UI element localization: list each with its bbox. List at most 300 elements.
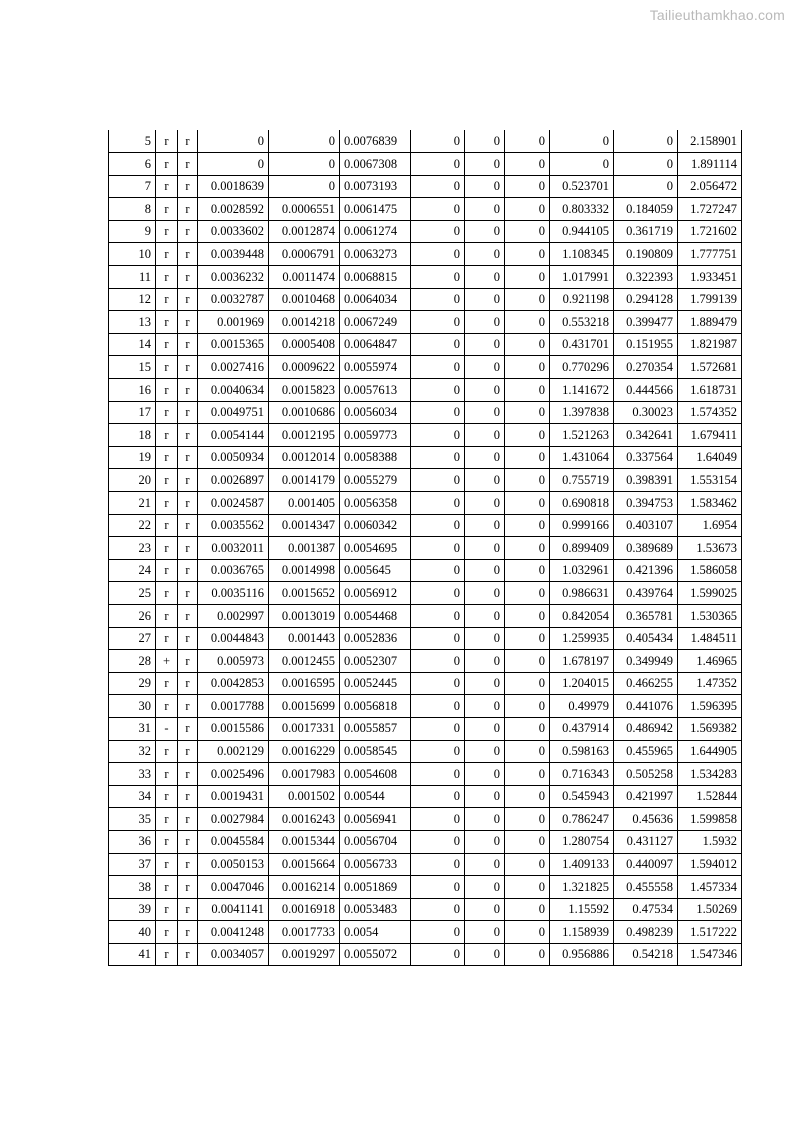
- cell-value-7: 1.141672: [550, 379, 614, 402]
- cell-value-9: 1.52844: [678, 785, 742, 808]
- cell-value-1: 0.0027416: [198, 356, 269, 379]
- cell-value-2: 0.0012014: [269, 446, 340, 469]
- cell-flag-a: r: [156, 220, 178, 243]
- cell-value-9: 1.569382: [678, 717, 742, 740]
- cell-value-6: 0: [505, 672, 550, 695]
- cell-value-1: 0.002997: [198, 604, 269, 627]
- cell-value-4: 0: [411, 311, 465, 334]
- cell-value-6: 0: [505, 492, 550, 515]
- cell-value-4: 0: [411, 153, 465, 176]
- cell-flag-a: r: [156, 424, 178, 447]
- cell-value-2: 0.0015344: [269, 830, 340, 853]
- cell-value-6: 0: [505, 943, 550, 966]
- table-row: [109, 446, 742, 469]
- cell-value-2: 0.0015823: [269, 379, 340, 402]
- cell-value-4: 0: [411, 943, 465, 966]
- table-row: [109, 876, 742, 899]
- table-row: [109, 492, 742, 515]
- cell-value-3: 0.0056358: [340, 492, 411, 515]
- cell-value-5: 0: [465, 198, 505, 221]
- cell-value-3: 0.0052836: [340, 627, 411, 650]
- cell-flag-b: r: [178, 356, 198, 379]
- cell-flag-a: r: [156, 898, 178, 921]
- cell-value-1: 0.005973: [198, 650, 269, 673]
- cell-value-7: 1.158939: [550, 921, 614, 944]
- cell-value-8: 0.389689: [614, 537, 678, 560]
- cell-value-3: 0.0061274: [340, 220, 411, 243]
- cell-flag-a: -: [156, 717, 178, 740]
- table-row: [109, 650, 742, 673]
- table-row: [109, 808, 742, 831]
- cell-value-2: 0.0012455: [269, 650, 340, 673]
- table-row: [109, 198, 742, 221]
- cell-value-5: 0: [465, 220, 505, 243]
- cell-value-4: 0: [411, 446, 465, 469]
- cell-value-1: 0.0018639: [198, 175, 269, 198]
- cell-value-9: 1.891114: [678, 153, 742, 176]
- cell-value-4: 0: [411, 333, 465, 356]
- cell-value-7: 0.598163: [550, 740, 614, 763]
- cell-value-1: 0.0024587: [198, 492, 269, 515]
- cell-value-6: 0: [505, 220, 550, 243]
- cell-value-3: 0.0061475: [340, 198, 411, 221]
- cell-value-1: 0.0049751: [198, 401, 269, 424]
- cell-value-3: 0.0068815: [340, 266, 411, 289]
- cell-value-2: 0.0012195: [269, 424, 340, 447]
- cell-flag-b: r: [178, 717, 198, 740]
- table-row: [109, 627, 742, 650]
- cell-value-3: 0.0056818: [340, 695, 411, 718]
- cell-value-9: 1.6954: [678, 514, 742, 537]
- cell-value-7: 0.956886: [550, 943, 614, 966]
- cell-value-2: 0.0014347: [269, 514, 340, 537]
- cell-row-number: 23: [109, 537, 156, 560]
- cell-row-number: 29: [109, 672, 156, 695]
- cell-value-8: 0.294128: [614, 288, 678, 311]
- cell-value-4: 0: [411, 492, 465, 515]
- cell-row-number: 28: [109, 650, 156, 673]
- cell-value-4: 0: [411, 695, 465, 718]
- cell-flag-a: r: [156, 401, 178, 424]
- cell-value-3: 0.0064034: [340, 288, 411, 311]
- cell-value-2: 0.0006551: [269, 198, 340, 221]
- cell-value-3: 0.00544: [340, 785, 411, 808]
- cell-value-6: 0: [505, 898, 550, 921]
- cell-value-9: 1.586058: [678, 559, 742, 582]
- cell-flag-a: r: [156, 130, 178, 153]
- cell-value-9: 1.799139: [678, 288, 742, 311]
- cell-flag-b: r: [178, 175, 198, 198]
- cell-value-3: 0.0053483: [340, 898, 411, 921]
- cell-value-2: 0.0015652: [269, 582, 340, 605]
- cell-flag-a: r: [156, 672, 178, 695]
- cell-value-7: 0: [550, 130, 614, 153]
- cell-value-5: 0: [465, 853, 505, 876]
- cell-value-9: 1.599025: [678, 582, 742, 605]
- cell-row-number: 33: [109, 763, 156, 786]
- cell-flag-a: r: [156, 153, 178, 176]
- cell-row-number: 18: [109, 424, 156, 447]
- cell-value-4: 0: [411, 898, 465, 921]
- cell-flag-a: r: [156, 492, 178, 515]
- cell-flag-b: r: [178, 537, 198, 560]
- cell-flag-b: r: [178, 333, 198, 356]
- cell-value-6: 0: [505, 695, 550, 718]
- cell-value-4: 0: [411, 717, 465, 740]
- cell-value-2: 0.0015664: [269, 853, 340, 876]
- table-row: [109, 401, 742, 424]
- cell-value-4: 0: [411, 740, 465, 763]
- cell-value-2: 0.0013019: [269, 604, 340, 627]
- cell-flag-a: r: [156, 198, 178, 221]
- cell-value-5: 0: [465, 582, 505, 605]
- cell-value-9: 1.594012: [678, 853, 742, 876]
- cell-value-6: 0: [505, 740, 550, 763]
- cell-value-2: 0.0012874: [269, 220, 340, 243]
- table-row: [109, 379, 742, 402]
- cell-flag-a: r: [156, 446, 178, 469]
- cell-value-3: 0.0059773: [340, 424, 411, 447]
- cell-value-8: 0.398391: [614, 469, 678, 492]
- cell-value-1: 0.002129: [198, 740, 269, 763]
- cell-value-8: 0.399477: [614, 311, 678, 334]
- cell-flag-a: r: [156, 379, 178, 402]
- cell-value-2: 0.0011474: [269, 266, 340, 289]
- cell-value-3: 0.0052445: [340, 672, 411, 695]
- cell-value-8: 0.444566: [614, 379, 678, 402]
- cell-value-7: 0.553218: [550, 311, 614, 334]
- cell-value-3: 0.0055279: [340, 469, 411, 492]
- cell-value-1: 0.0026897: [198, 469, 269, 492]
- cell-value-6: 0: [505, 582, 550, 605]
- cell-value-5: 0: [465, 695, 505, 718]
- cell-value-8: 0.498239: [614, 921, 678, 944]
- cell-value-5: 0: [465, 333, 505, 356]
- cell-value-3: 0.0056912: [340, 582, 411, 605]
- cell-value-7: 0.49979: [550, 695, 614, 718]
- table-row: [109, 582, 742, 605]
- cell-value-6: 0: [505, 921, 550, 944]
- cell-flag-a: r: [156, 627, 178, 650]
- cell-value-6: 0: [505, 627, 550, 650]
- cell-value-5: 0: [465, 379, 505, 402]
- cell-row-number: 15: [109, 356, 156, 379]
- cell-value-6: 0: [505, 514, 550, 537]
- cell-value-1: 0: [198, 130, 269, 153]
- cell-value-5: 0: [465, 830, 505, 853]
- cell-row-number: 9: [109, 220, 156, 243]
- cell-flag-b: r: [178, 153, 198, 176]
- cell-value-2: 0: [269, 175, 340, 198]
- cell-value-8: 0.431127: [614, 830, 678, 853]
- cell-value-9: 1.47352: [678, 672, 742, 695]
- cell-value-7: 1.321825: [550, 876, 614, 899]
- cell-value-9: 1.821987: [678, 333, 742, 356]
- cell-row-number: 41: [109, 943, 156, 966]
- table-row: [109, 853, 742, 876]
- cell-row-number: 26: [109, 604, 156, 627]
- cell-value-5: 0: [465, 514, 505, 537]
- cell-flag-a: r: [156, 785, 178, 808]
- cell-value-2: 0: [269, 130, 340, 153]
- cell-value-1: 0.0054144: [198, 424, 269, 447]
- cell-value-9: 1.457334: [678, 876, 742, 899]
- cell-value-6: 0: [505, 198, 550, 221]
- cell-flag-a: r: [156, 356, 178, 379]
- cell-value-4: 0: [411, 356, 465, 379]
- cell-value-9: 1.64049: [678, 446, 742, 469]
- cell-value-1: 0.0035116: [198, 582, 269, 605]
- cell-value-6: 0: [505, 401, 550, 424]
- cell-row-number: 24: [109, 559, 156, 582]
- cell-value-8: 0.45636: [614, 808, 678, 831]
- cell-value-5: 0: [465, 650, 505, 673]
- cell-value-9: 1.679411: [678, 424, 742, 447]
- cell-row-number: 13: [109, 311, 156, 334]
- cell-value-8: 0.421997: [614, 785, 678, 808]
- cell-flag-a: r: [156, 537, 178, 560]
- cell-flag-b: r: [178, 650, 198, 673]
- cell-value-6: 0: [505, 424, 550, 447]
- cell-value-2: 0.0016918: [269, 898, 340, 921]
- cell-value-8: 0.505258: [614, 763, 678, 786]
- cell-value-8: 0.365781: [614, 604, 678, 627]
- cell-value-1: 0.001969: [198, 311, 269, 334]
- cell-value-7: 0.523701: [550, 175, 614, 198]
- cell-value-2: 0.0017733: [269, 921, 340, 944]
- cell-value-3: 0.0058388: [340, 446, 411, 469]
- cell-flag-b: r: [178, 446, 198, 469]
- table-row: [109, 740, 742, 763]
- cell-value-8: 0.403107: [614, 514, 678, 537]
- cell-value-1: 0.0015365: [198, 333, 269, 356]
- cell-value-4: 0: [411, 243, 465, 266]
- cell-flag-a: r: [156, 582, 178, 605]
- cell-value-7: 0.899409: [550, 537, 614, 560]
- cell-value-7: 0.944105: [550, 220, 614, 243]
- cell-value-9: 1.574352: [678, 401, 742, 424]
- cell-flag-a: r: [156, 830, 178, 853]
- cell-value-5: 0: [465, 808, 505, 831]
- cell-flag-a: r: [156, 243, 178, 266]
- cell-value-6: 0: [505, 559, 550, 582]
- cell-value-8: 0.361719: [614, 220, 678, 243]
- cell-value-4: 0: [411, 266, 465, 289]
- cell-value-7: 0.842054: [550, 604, 614, 627]
- cell-value-8: 0.439764: [614, 582, 678, 605]
- cell-value-8: 0.455558: [614, 876, 678, 899]
- cell-flag-b: r: [178, 243, 198, 266]
- cell-value-1: 0.0017788: [198, 695, 269, 718]
- cell-value-9: 1.721602: [678, 220, 742, 243]
- cell-value-2: 0.0017983: [269, 763, 340, 786]
- cell-value-1: 0.0041141: [198, 898, 269, 921]
- cell-value-2: 0.0014218: [269, 311, 340, 334]
- cell-value-3: 0.0073193: [340, 175, 411, 198]
- cell-value-1: 0.0041248: [198, 921, 269, 944]
- cell-value-1: 0.0034057: [198, 943, 269, 966]
- cell-value-9: 1.530365: [678, 604, 742, 627]
- cell-value-6: 0: [505, 469, 550, 492]
- cell-row-number: 35: [109, 808, 156, 831]
- cell-value-1: 0.0025496: [198, 763, 269, 786]
- table-row: [109, 424, 742, 447]
- cell-value-3: 0.0058545: [340, 740, 411, 763]
- cell-value-7: 1.397838: [550, 401, 614, 424]
- cell-value-1: 0.0047046: [198, 876, 269, 899]
- cell-value-4: 0: [411, 559, 465, 582]
- cell-flag-a: r: [156, 695, 178, 718]
- cell-value-7: 1.15592: [550, 898, 614, 921]
- table-row: [109, 943, 742, 966]
- cell-value-4: 0: [411, 130, 465, 153]
- cell-value-7: 1.259935: [550, 627, 614, 650]
- cell-flag-a: r: [156, 311, 178, 334]
- cell-value-3: 0.0057613: [340, 379, 411, 402]
- cell-value-6: 0: [505, 785, 550, 808]
- table-row: [109, 356, 742, 379]
- cell-value-4: 0: [411, 379, 465, 402]
- cell-value-8: 0.337564: [614, 446, 678, 469]
- cell-value-4: 0: [411, 175, 465, 198]
- table-row: [109, 537, 742, 560]
- cell-value-3: 0.0060342: [340, 514, 411, 537]
- cell-value-1: 0.0050153: [198, 853, 269, 876]
- cell-value-5: 0: [465, 446, 505, 469]
- cell-row-number: 19: [109, 446, 156, 469]
- cell-row-number: 14: [109, 333, 156, 356]
- cell-value-1: 0.0042853: [198, 672, 269, 695]
- cell-value-4: 0: [411, 650, 465, 673]
- cell-value-8: 0: [614, 175, 678, 198]
- cell-flag-a: +: [156, 650, 178, 673]
- cell-value-8: 0.349949: [614, 650, 678, 673]
- cell-value-6: 0: [505, 604, 550, 627]
- cell-value-7: 1.108345: [550, 243, 614, 266]
- cell-value-3: 0.0056941: [340, 808, 411, 831]
- table-row: [109, 830, 742, 853]
- cell-value-7: 0.431701: [550, 333, 614, 356]
- cell-row-number: 40: [109, 921, 156, 944]
- cell-value-5: 0: [465, 559, 505, 582]
- cell-value-1: 0.0036765: [198, 559, 269, 582]
- cell-value-3: 0.0076839: [340, 130, 411, 153]
- cell-value-9: 1.5932: [678, 830, 742, 853]
- cell-value-3: 0.005645: [340, 559, 411, 582]
- cell-value-5: 0: [465, 424, 505, 447]
- cell-value-1: 0.0027984: [198, 808, 269, 831]
- cell-value-5: 0: [465, 604, 505, 627]
- cell-value-3: 0.0054468: [340, 604, 411, 627]
- cell-value-3: 0.0056733: [340, 853, 411, 876]
- cell-flag-a: r: [156, 469, 178, 492]
- cell-value-6: 0: [505, 876, 550, 899]
- cell-flag-b: r: [178, 921, 198, 944]
- table-row: [109, 175, 742, 198]
- cell-flag-b: r: [178, 469, 198, 492]
- cell-value-7: 1.431064: [550, 446, 614, 469]
- cell-value-4: 0: [411, 288, 465, 311]
- cell-flag-a: r: [156, 514, 178, 537]
- cell-row-number: 31: [109, 717, 156, 740]
- cell-value-2: 0: [269, 153, 340, 176]
- cell-value-7: 1.017991: [550, 266, 614, 289]
- cell-value-2: 0.0015699: [269, 695, 340, 718]
- cell-value-8: 0.190809: [614, 243, 678, 266]
- cell-value-6: 0: [505, 853, 550, 876]
- cell-value-5: 0: [465, 717, 505, 740]
- cell-value-3: 0.0064847: [340, 333, 411, 356]
- cell-value-2: 0.0006791: [269, 243, 340, 266]
- cell-value-3: 0.0055974: [340, 356, 411, 379]
- cell-value-3: 0.0055857: [340, 717, 411, 740]
- table-row: [109, 266, 742, 289]
- cell-value-2: 0.001502: [269, 785, 340, 808]
- cell-value-3: 0.0067249: [340, 311, 411, 334]
- cell-value-1: 0.0028592: [198, 198, 269, 221]
- cell-value-7: 0.921198: [550, 288, 614, 311]
- cell-value-5: 0: [465, 672, 505, 695]
- cell-flag-b: r: [178, 830, 198, 853]
- table-row: [109, 333, 742, 356]
- cell-value-6: 0: [505, 808, 550, 831]
- cell-value-8: 0: [614, 153, 678, 176]
- cell-value-6: 0: [505, 717, 550, 740]
- cell-value-7: 1.032961: [550, 559, 614, 582]
- cell-flag-a: r: [156, 876, 178, 899]
- cell-value-6: 0: [505, 243, 550, 266]
- cell-value-4: 0: [411, 469, 465, 492]
- cell-flag-a: r: [156, 853, 178, 876]
- cell-value-2: 0.0017331: [269, 717, 340, 740]
- cell-row-number: 22: [109, 514, 156, 537]
- cell-flag-b: r: [178, 763, 198, 786]
- cell-row-number: 20: [109, 469, 156, 492]
- cell-row-number: 10: [109, 243, 156, 266]
- table-row: [109, 311, 742, 334]
- cell-value-3: 0.0055072: [340, 943, 411, 966]
- cell-flag-b: r: [178, 853, 198, 876]
- cell-value-2: 0.0016229: [269, 740, 340, 763]
- cell-value-8: 0.151955: [614, 333, 678, 356]
- cell-flag-b: r: [178, 604, 198, 627]
- cell-value-4: 0: [411, 582, 465, 605]
- cell-value-5: 0: [465, 785, 505, 808]
- cell-value-7: 1.409133: [550, 853, 614, 876]
- cell-value-7: 0.770296: [550, 356, 614, 379]
- cell-value-3: 0.0063273: [340, 243, 411, 266]
- cell-flag-b: r: [178, 198, 198, 221]
- cell-flag-a: r: [156, 943, 178, 966]
- cell-value-1: 0.0045584: [198, 830, 269, 853]
- cell-value-6: 0: [505, 379, 550, 402]
- cell-value-4: 0: [411, 198, 465, 221]
- cell-value-5: 0: [465, 537, 505, 560]
- table-row: [109, 220, 742, 243]
- cell-flag-b: r: [178, 220, 198, 243]
- cell-value-6: 0: [505, 537, 550, 560]
- cell-value-7: 1.521263: [550, 424, 614, 447]
- cell-flag-a: r: [156, 921, 178, 944]
- cell-flag-b: r: [178, 311, 198, 334]
- cell-value-4: 0: [411, 876, 465, 899]
- cell-value-2: 0.0014998: [269, 559, 340, 582]
- cell-value-5: 0: [465, 763, 505, 786]
- cell-value-5: 0: [465, 153, 505, 176]
- cell-value-6: 0: [505, 266, 550, 289]
- cell-value-2: 0.0010686: [269, 401, 340, 424]
- cell-value-2: 0.0016243: [269, 808, 340, 831]
